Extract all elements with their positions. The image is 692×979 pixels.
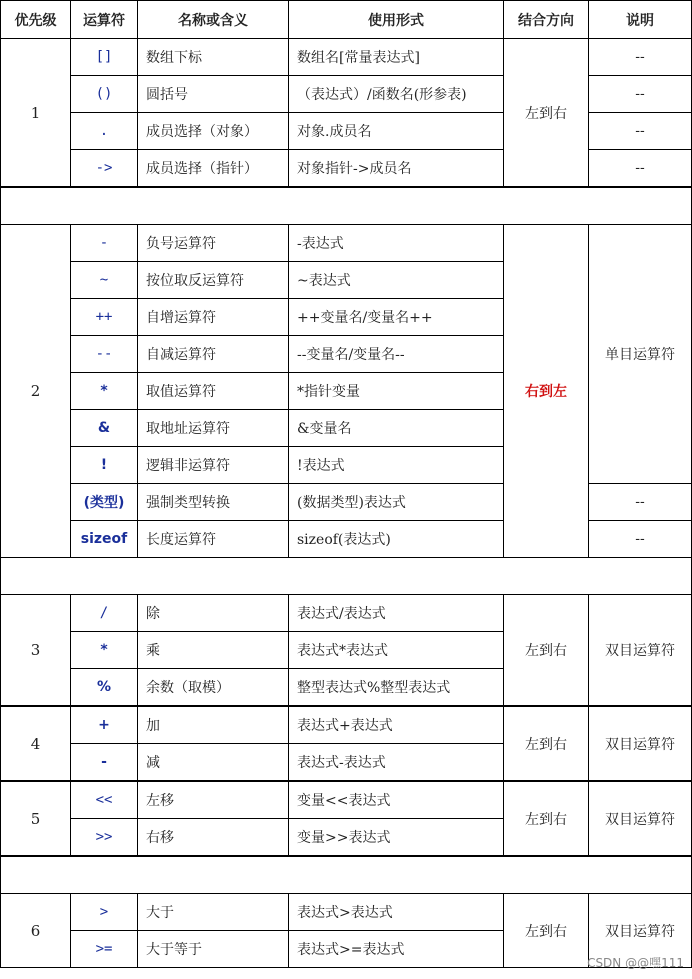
note-cell: 双目运算符 xyxy=(589,894,692,968)
name-cell: 强制类型转换 xyxy=(138,484,289,521)
operator-cell: & xyxy=(71,410,138,447)
table-row xyxy=(1,595,692,632)
level-cell: 6 xyxy=(1,894,71,968)
name-cell: 除 xyxy=(138,595,289,632)
operator-cell: - xyxy=(71,225,138,262)
operator-cell: >> xyxy=(71,819,138,857)
header-usage: 使用形式 xyxy=(289,1,504,39)
name-cell: 乘 xyxy=(138,632,289,669)
operator-cell: << xyxy=(71,781,138,819)
note-cell: 双目运算符 xyxy=(589,706,692,781)
operator-cell: sizeof xyxy=(71,521,138,558)
table-row xyxy=(1,484,692,521)
name-cell: 成员选择（对象） xyxy=(138,113,289,150)
table-row xyxy=(1,894,692,931)
operator-cell: >= xyxy=(71,931,138,968)
usage-cell: !表达式 xyxy=(289,447,504,484)
usage-cell: 变量<<表达式 xyxy=(289,781,504,819)
operator-cell: > xyxy=(71,894,138,931)
table-row xyxy=(1,781,692,819)
usage-cell: (数据类型)表达式 xyxy=(289,484,504,521)
note-cell: -- xyxy=(589,484,692,521)
table-row xyxy=(1,113,692,150)
name-cell: 取值运算符 xyxy=(138,373,289,410)
name-cell: 按位取反运算符 xyxy=(138,262,289,299)
header-note: 说明 xyxy=(589,1,692,39)
usage-cell: 表达式/表达式 xyxy=(289,595,504,632)
separator-row xyxy=(1,187,692,225)
note-cell: -- xyxy=(589,39,692,76)
name-cell: 大于等于 xyxy=(138,931,289,968)
level-cell: 4 xyxy=(1,706,71,781)
operator-cell: ! xyxy=(71,447,138,484)
name-cell: 取地址运算符 xyxy=(138,410,289,447)
header-level: 优先级 xyxy=(1,1,71,39)
operator-cell: * xyxy=(71,632,138,669)
note-cell: -- xyxy=(589,113,692,150)
direction-cell: 右到左 xyxy=(504,225,589,558)
note-cell: -- xyxy=(589,150,692,188)
usage-cell: *指针变量 xyxy=(289,373,504,410)
usage-cell: ++变量名/变量名++ xyxy=(289,299,504,336)
name-cell: 左移 xyxy=(138,781,289,819)
table-row xyxy=(1,706,692,744)
name-cell: 自减运算符 xyxy=(138,336,289,373)
usage-cell: 对象指针->成员名 xyxy=(289,150,504,188)
name-cell: 负号运算符 xyxy=(138,225,289,262)
operator-cell: - xyxy=(71,744,138,782)
watermark: CSDN @@嘿111 xyxy=(587,956,684,970)
usage-cell: （表达式）/函数名(形参表) xyxy=(289,76,504,113)
table-row xyxy=(1,39,692,76)
operator-cell: + xyxy=(71,706,138,744)
name-cell: 大于 xyxy=(138,894,289,931)
usage-cell: 表达式-表达式 xyxy=(289,744,504,782)
usage-cell: 表达式+表达式 xyxy=(289,706,504,744)
note-cell: -- xyxy=(589,521,692,558)
note-cell: 双目运算符 xyxy=(589,781,692,856)
table-row xyxy=(1,521,692,558)
usage-cell: 表达式*表达式 xyxy=(289,632,504,669)
usage-cell: --变量名/变量名-- xyxy=(289,336,504,373)
usage-cell: -表达式 xyxy=(289,225,504,262)
direction-cell: 左到右 xyxy=(504,595,589,707)
operator-cell: -- xyxy=(71,336,138,373)
usage-cell: &变量名 xyxy=(289,410,504,447)
name-cell: 逻辑非运算符 xyxy=(138,447,289,484)
usage-cell: sizeof(表达式) xyxy=(289,521,504,558)
usage-cell: 整型表达式%整型表达式 xyxy=(289,669,504,707)
direction-cell: 左到右 xyxy=(504,781,589,856)
operator-cell: % xyxy=(71,669,138,707)
name-cell: 右移 xyxy=(138,819,289,857)
name-cell: 加 xyxy=(138,706,289,744)
direction-cell: 左到右 xyxy=(504,894,589,968)
operator-cell: (类型) xyxy=(71,484,138,521)
name-cell: 成员选择（指针） xyxy=(138,150,289,188)
name-cell: 数组下标 xyxy=(138,39,289,76)
usage-cell: 数组名[常量表达式] xyxy=(289,39,504,76)
table-row xyxy=(1,150,692,188)
direction-cell: 左到右 xyxy=(504,39,589,188)
usage-cell: ~表达式 xyxy=(289,262,504,299)
separator-row xyxy=(1,558,692,595)
operator-cell: / xyxy=(71,595,138,632)
name-cell: 余数（取模） xyxy=(138,669,289,707)
direction-cell: 左到右 xyxy=(504,706,589,781)
operator-cell: . xyxy=(71,113,138,150)
level-cell: 3 xyxy=(1,595,71,707)
usage-cell: 变量>>表达式 xyxy=(289,819,504,857)
name-cell: 自增运算符 xyxy=(138,299,289,336)
usage-cell: 表达式>=表达式 xyxy=(289,931,504,968)
separator-row xyxy=(1,856,692,894)
operator-cell: [] xyxy=(71,39,138,76)
level-cell: 1 xyxy=(1,39,71,188)
usage-cell: 对象.成员名 xyxy=(289,113,504,150)
header-name: 名称或含义 xyxy=(138,1,289,39)
header-direction: 结合方向 xyxy=(504,1,589,39)
name-cell: 圆括号 xyxy=(138,76,289,113)
table-row xyxy=(1,76,692,113)
name-cell: 长度运算符 xyxy=(138,521,289,558)
operator-cell: () xyxy=(71,76,138,113)
operator-cell: ++ xyxy=(71,299,138,336)
name-cell: 减 xyxy=(138,744,289,782)
level-cell: 5 xyxy=(1,781,71,856)
note-cell: 双目运算符 xyxy=(589,595,692,707)
header-operator: 运算符 xyxy=(71,1,138,39)
operator-cell: ~ xyxy=(71,262,138,299)
operator-cell: * xyxy=(71,373,138,410)
header-row xyxy=(1,1,692,39)
level-cell: 2 xyxy=(1,225,71,558)
note-cell: 单目运算符 xyxy=(589,225,692,484)
usage-cell: 表达式>表达式 xyxy=(289,894,504,931)
note-cell: -- xyxy=(589,76,692,113)
table-row xyxy=(1,225,692,262)
operator-cell: -> xyxy=(71,150,138,188)
